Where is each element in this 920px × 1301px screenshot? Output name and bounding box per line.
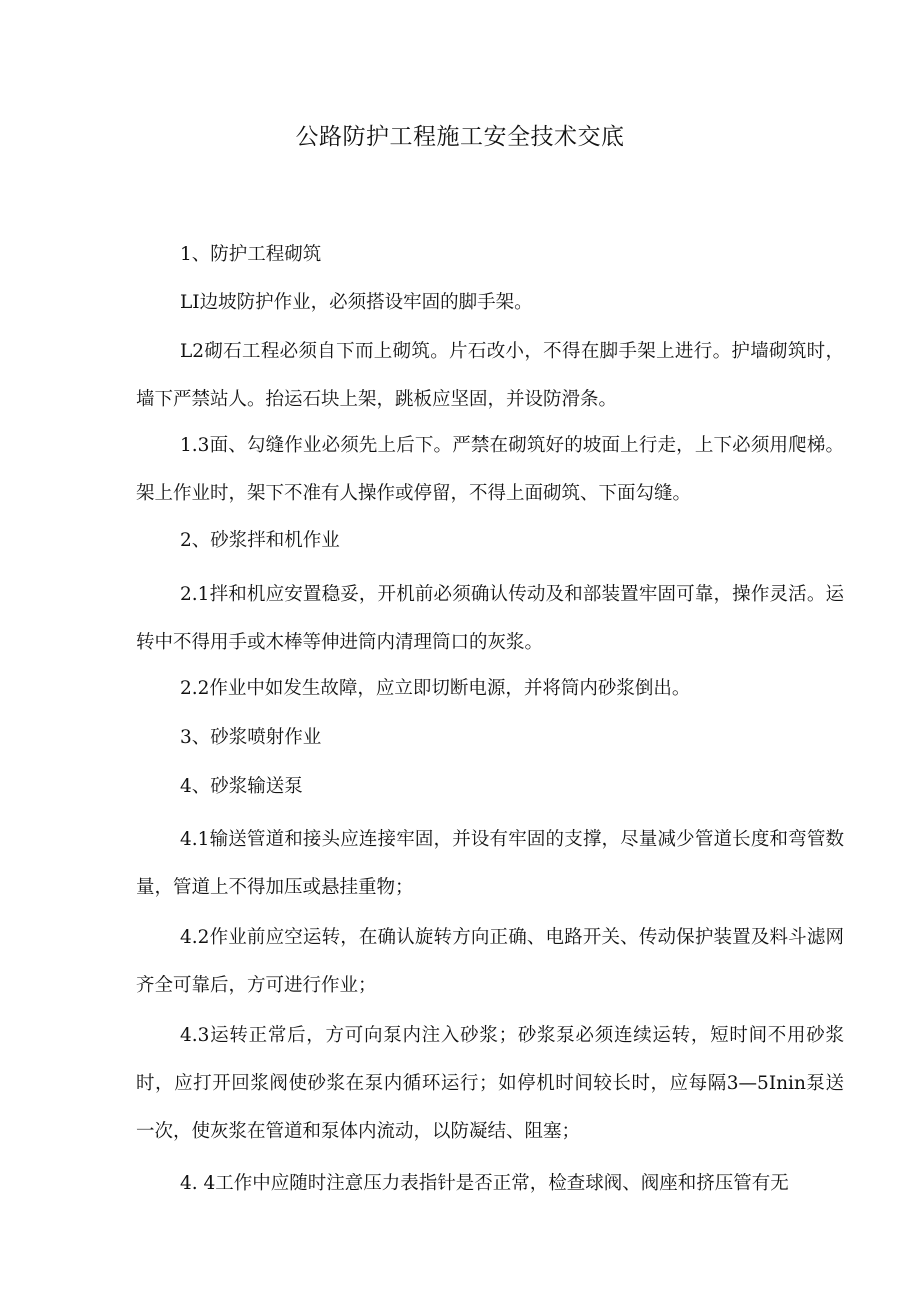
paragraph-1-2: L2砌石工程必须自下而上砌筑。片石改小，不得在脚手架上进行。护墙砌筑时，墙下严禁站人。抬运石块上架，跳板应坚固，并设防滑条。: [136, 340, 844, 410]
section-heading-3: 3、砂浆喷射作业: [180, 726, 322, 748]
section-heading-1: 1、防护工程砌筑: [180, 243, 322, 265]
document-title: 公路防护工程施工安全技术交底: [295, 124, 625, 150]
paragraph-2-1: 2.1拌和机应安置稳妥，开机前必须确认传动及和部装置牢固可靠，操作灵活。运转中不得用手或木棒等伸进筒内清理筒口的灰浆。: [136, 583, 844, 653]
paragraph-4-3: 4.3运转正常后，方可向泵内注入砂浆；砂浆泵必须连续运转，短时间不用砂浆时，应打开回浆阀使砂浆在泵内循环运行；如停机时间较长时，应每隔3—5Inin泵送一次，使灰浆在管道和泵体内流动，以防凝结、阻塞；: [136, 1024, 844, 1142]
paragraph-1-1: LI边坡防护作业，必须搭设牢固的脚手架。: [180, 291, 533, 313]
paragraph-4-2: 4.2作业前应空运转，在确认旋转方向正确、电路开关、传动保护装置及料斗滤网齐全可靠后，方可进行作业；: [136, 926, 844, 996]
paragraph-4-4: 4. 4工作中应随时注意压力表指针是否正常，检查球阀、阀座和挤压管有无: [180, 1172, 789, 1194]
paragraph-2-2: 2.2作业中如发生故障，应立即切断电源，并将筒内砂浆倒出。: [180, 677, 691, 699]
paragraph-4-1: 4.1输送管道和接头应连接牢固，并设有牢固的支撑，尽量减少管道长度和弯管数量，管道上不得加压或悬挂重物；: [136, 828, 844, 898]
section-heading-4: 4、砂浆输送泵: [180, 775, 303, 797]
section-heading-2: 2、砂浆拌和机作业: [180, 529, 340, 551]
paragraph-1-3: 1.3面、勾缝作业必须先上后下。严禁在砌筑好的坡面上行走，上下必须用爬梯。架上作业时，架下不准有人操作或停留，不得上面砌筑、下面勾缝。: [136, 434, 844, 504]
